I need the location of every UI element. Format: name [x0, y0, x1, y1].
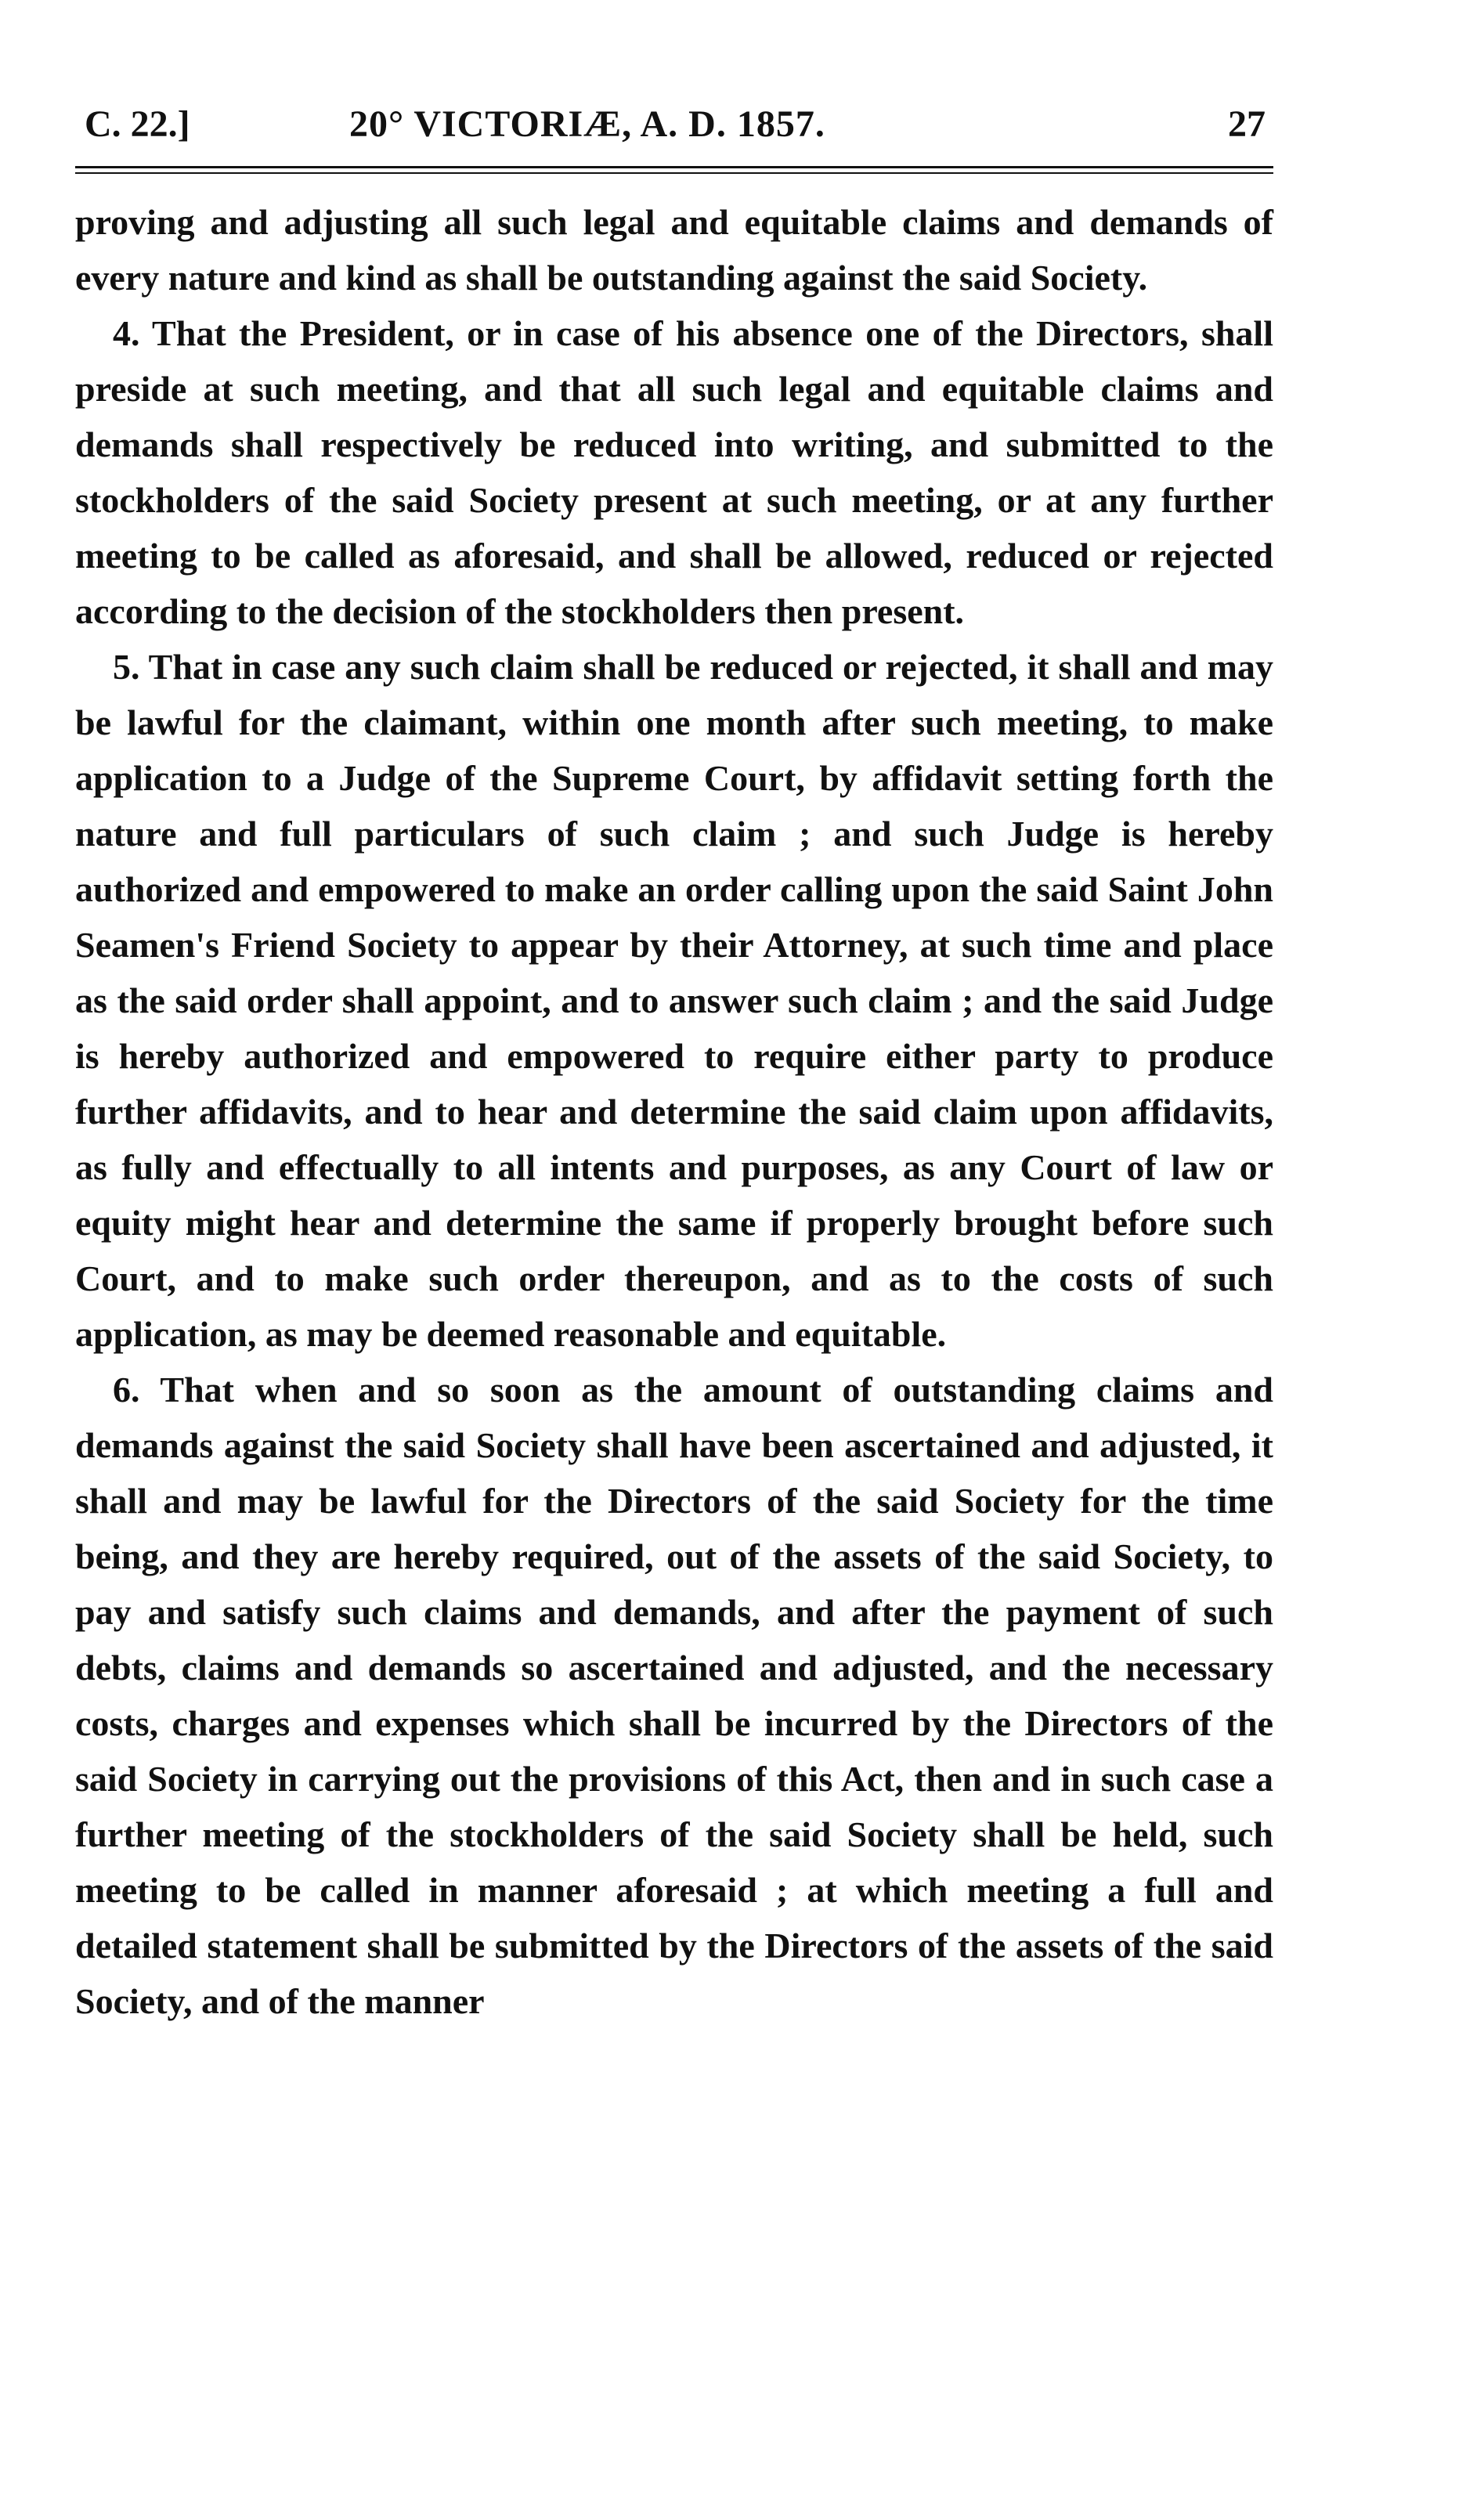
running-title: 20° VICTORIÆ, A. D. 1857.	[349, 103, 825, 145]
paragraph-section-6: 6. That when and so soon as the amount of outstanding claims and demands against the said Society shall have been ascertained and adjusted, it shall and may be lawful for the Directors of the said Society for the time being, and they are hereby required, out of the assets of the said Society, to pay and satisfy such claims and demands, and after the payment of such debts, claims and demands so ascertained and adjusted, and the necessary costs, charges and expenses which shall be incurred by the Directors of the said Society in carrying out the provisions of this Act, then and in such case a further meeting of the stockholders of the said Society shall be held, such meeting to be called in manner aforesaid ; at which meeting a full and detailed statement shall be submitted by the Directors of the assets of the said Society, and of the manner	[75, 1370, 1273, 2021]
running-header	[75, 94, 1273, 155]
chapter-reference: C. 22.]	[85, 103, 190, 145]
header-rule	[75, 166, 1273, 174]
page-number: 27	[1228, 103, 1266, 145]
paragraph-section-4: 4. That the President, or in case of his absence one of the Directors, shall preside at such meeting, and that all such legal and equitable claims and demands shall respectively be reduced into writing, and submitted to the stockholders of the said Society present at such meeting, or at any further meeting to be called as aforesaid, and shall be allowed, reduced or rejected according to the decision of the stockholders then present.	[75, 313, 1273, 631]
paragraph-continuation: proving and adjusting all such legal and equitable claims and demands of every nature and kind as shall be outstanding against the said Society.	[75, 202, 1273, 298]
document-page	[75, 94, 1273, 2029]
body-text	[75, 194, 1273, 2029]
paragraph-section-5: 5. That in case any such claim shall be reduced or rejected, it shall and may be lawful for the claimant, within one month after such meeting, to make application to a Judge of the Supreme Court, by affidavit setting forth the nature and full particulars of such claim ; and such Judge is hereby authorized and empowered to make an order calling upon the said Saint John Seamen's Friend Society to appear by their Attorney, at such time and place as the said order shall appoint, and to answer such claim ; and the said Judge is hereby authorized and empowered to require either party to produce further affidavits, and to hear and determine the said claim upon affidavits, as fully and effectually to all intents and purposes, as any Court of law or equity might hear and determine the same if properly brought before such Court, and to make such order thereupon, and as to the costs of such application, as may be deemed reasonable and equitable.	[75, 647, 1273, 1354]
